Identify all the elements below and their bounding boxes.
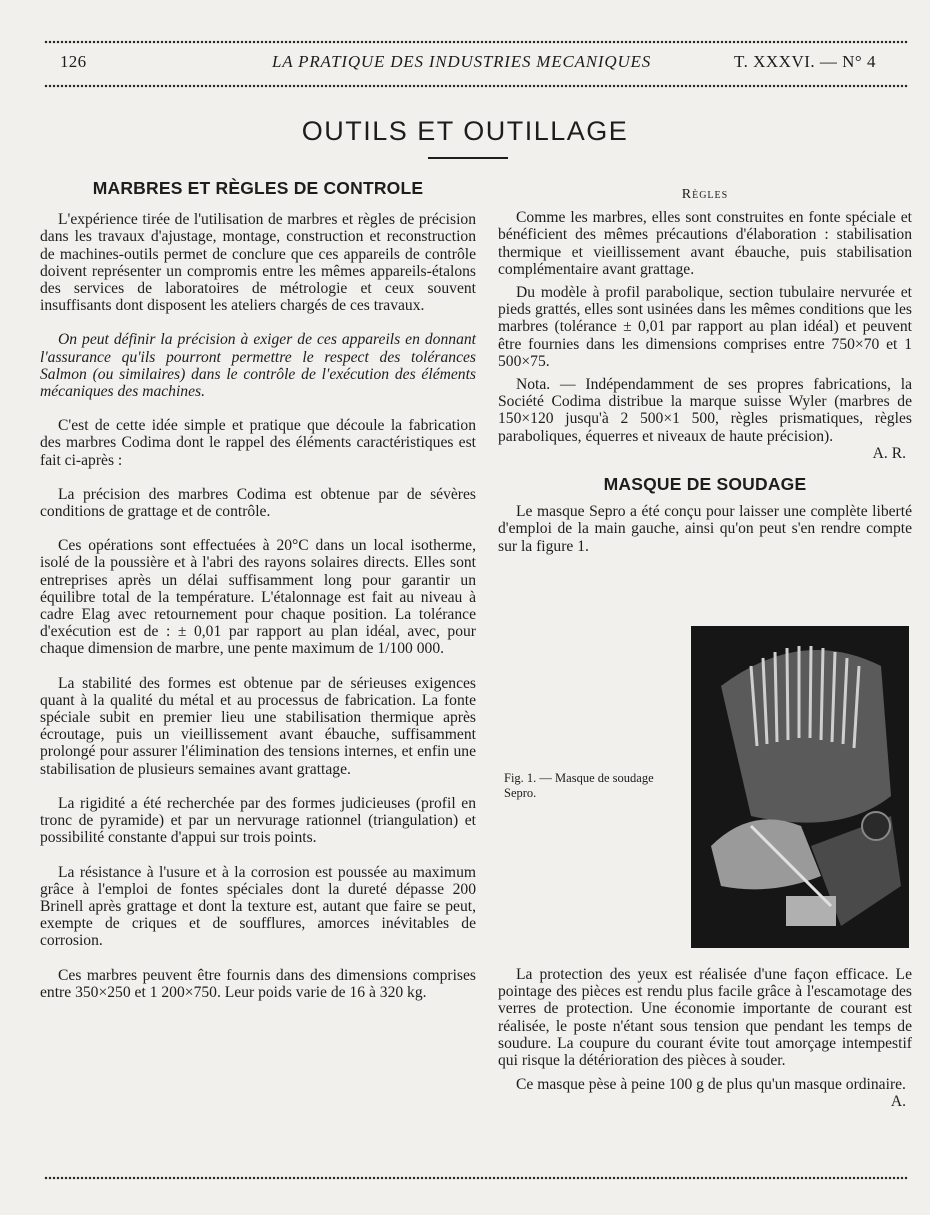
paragraph: L'expérience tirée de l'utilisation de marbres et règles de précision dans les travaux d'ajustage, montage, construction et reconstruction de machines-outils permet de conclure que ces appareils de contrôle doivent représenter un compromis entre les mêmes appareils-étalons des services de laboratoires de métrologie et ceux souvent insuffisants dont disposent les ateliers chargés de ces travaux. [40,211,476,315]
article-title: MASQUE DE SOUDAGE [603,474,807,495]
article-masque-continued [498,966,912,1111]
paragraph: La résistance à l'usure et à la corrosion est poussée au maximum grâce à l'emploi de fontes spéciales dont la dureté dépasse 200 Brinell après grattage et dont la texture est, autant que faire se peut, exempte de criques et de soufflures, amorces inévitables de corrosion. [40,863,476,950]
paragraph: La protection des yeux est réalisée d'une façon efficace. Le pointage des pièces est rendu plus facile grâce à l'escamotage des verres de protection. Une économie importante de courant est réalisée, le poste n'étant sous tension que pendant les temps de soudure. La coupure du courant évite tout amorçage intempestif qui risque la détérioration des pièces à souder. [498,966,912,1070]
figure-photo [691,626,909,948]
paragraph: Ce masque pèse à peine 100 g de plus qu'un masque ordinaire. [516,1076,906,1094]
paragraph-italic: On peut définir la précision à exiger de ces appareils en donnant l'assurance qu'ils pourront permettre le respect des tolérances Salmon (ou similaires) dans le contrôle de l'exécution des éléments mécaniques des machines. [40,331,476,401]
paragraph: La rigidité a été recherchée par des formes judicieuses (profil en tronc de pyramide) et par un nervurage rationnel (triangulation) et possibilité constante d'appui sur trois points. [40,794,476,847]
article-title: MARBRES ET RÈGLES DE CONTROLE [92,178,424,198]
paragraph: La stabilité des formes est obtenue par de sérieuses exigences quant à la qualité du métal et au processus de fabrication. La fonte spéciale subit en premier lieu une stabilisation thermique après écroutage, puis un vieillissement avant ébauche, suffisamment prolongé pour assurer l'élimination des tensions internes, et enfin une stabilisation de plusieurs semaines avant grattage. [40,674,476,778]
welding-mask-illustration [691,626,909,948]
author-initials: A. [890,1093,906,1111]
paragraph: Comme les marbres, elles sont construites en fonte spéciale et bénéficient des mêmes précautions d'élaboration : stabilisation thermique et vieillissement avant ébauche, puis stabilisation complémentaire avant grattage. [498,209,912,278]
subsection-heading: Règles [681,187,729,202]
volume-number: T. XXXVI. — N° 4 [734,52,876,71]
author-initials: A. R. [872,444,906,462]
section-title: OUTILS ET OUTILLAGE [301,116,629,146]
journal-title: LA PRATIQUE DES INDUSTRIES MECANIQUES [272,52,652,71]
paragraph: C'est de cette idée simple et pratique que découle la fabrication des marbres Codima dont le rappel des éléments caractéristiques est fait ci-après : [40,417,476,469]
title-rule [428,157,508,159]
header-top-border [44,40,908,44]
figure-caption: Fig. 1. — Masque de soudage Sepro. [504,771,654,800]
footer-border [44,1176,908,1180]
paragraph: Le masque Sepro a été conçu pour laisser une complète liberté d'emploi de la main gauche, ainsi qu'on peut s'en rendre compte sur la figure 1. [498,503,912,555]
paragraph: La précision des marbres Codima est obtenue par de sévères conditions de grattage et de contrôle. [40,485,476,521]
paragraph: Nota. — Indépendamment de ses propres fabrications, la Société Codima distribue la marque suisse Wyler (marbres de 150×120 jusqu'à 2 500×1 500, règles prismatiques, règles paraboliques, équerres et niveaux de haute précision). [498,376,912,445]
paragraph: Ces marbres peuvent être fournis dans des dimensions comprises entre 350×250 et 1 200×750. Leur poids varie de 16 à 320 kg. [40,966,476,1001]
page-number: 126 [60,52,87,71]
paragraph: Du modèle à profil parabolique, section tubulaire nervurée et pieds grattés, elles sont usinées dans les mêmes conditions que les marbres (tolérance ± 0,01 par rapport au plan idéal) et peuvent être fournies dans les dimensions comprises entre 750×70 et 1 500×75. [498,284,912,370]
header-bottom-border [44,84,908,88]
paragraph: Ces opérations sont effectuées à 20°C dans un local isotherme, isolé de la poussière et à l'abri des rayons solaires directs. Elles sont entreprises après un délai suffisamment long pour garantir un équilibre total de la température. L'étalonnage est fait au niveau à cadre Elag avec retournement pour chaque position. La tolérance d'exécution est de : ± 0,01 par rapport au plan idéal, avec, pour chaque dimension de marbre, une pente maximum de 1/100 000. [40,537,476,658]
article-regles [498,186,912,555]
page-header [50,50,902,74]
article-marbres [40,180,476,1001]
